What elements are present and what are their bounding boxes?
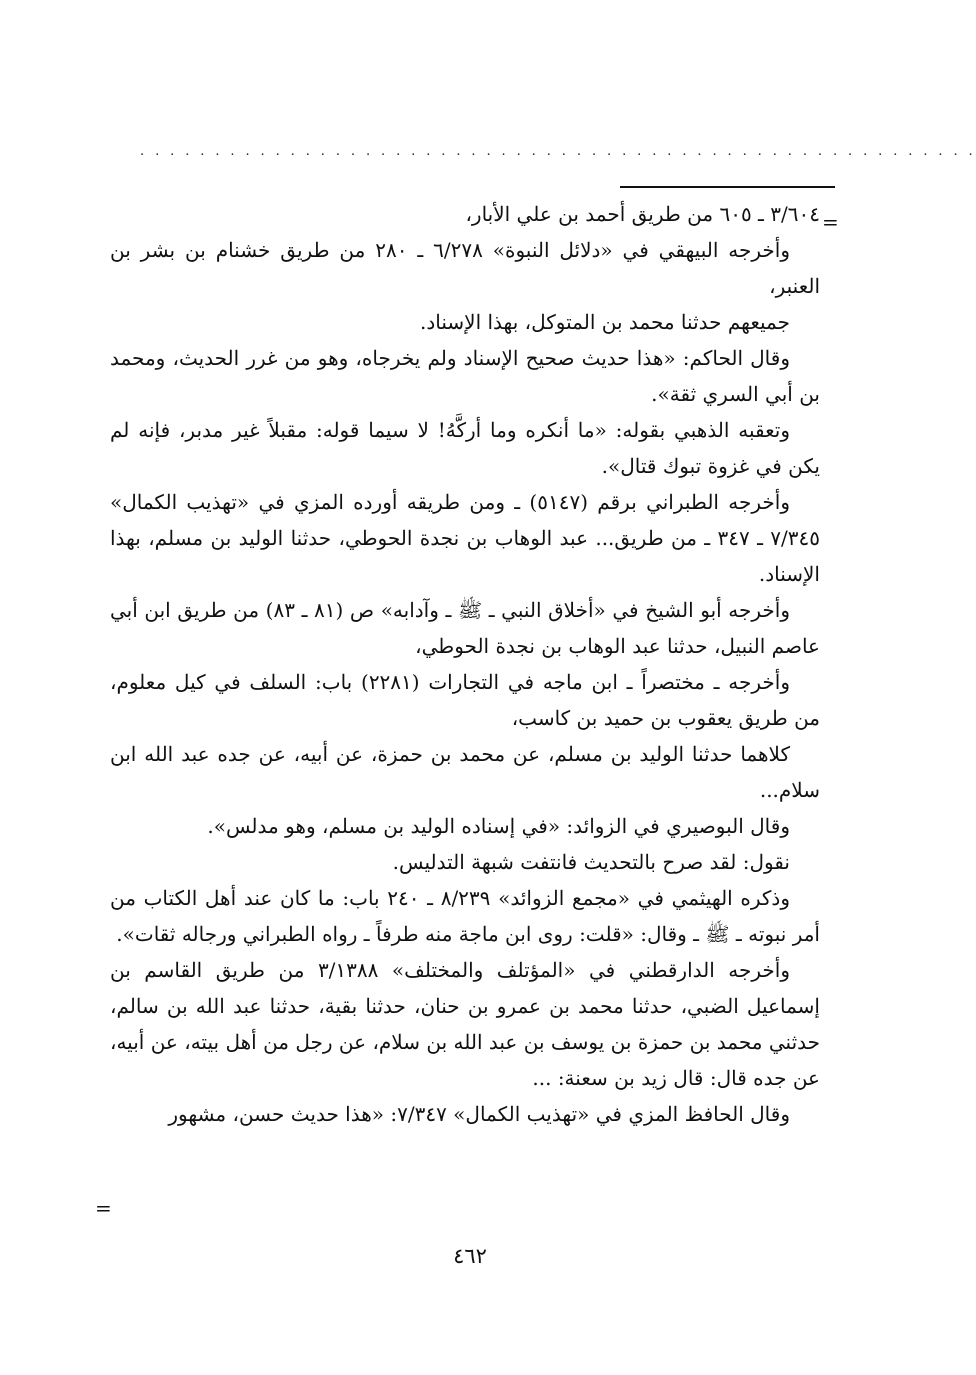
paragraph-6: وأخرجه الطبراني برقم (٥١٤٧) ـ ومن طريقه أورده المزي في «تهذيب الكمال» ٧/٣٤٥ ـ ٣٤٧ ـ من طريق... عبد الوهاب بن نجدة الحوطي، حدثنا الوليد بن مسلم، بهذا الإسناد. <box>110 490 820 586</box>
paragraph-4: وقال الحاكم: «هذا حديث صحيح الإسناد ولم يخرجاه، وهو من غرر الحديث، ومحمد بن أبي السري ثقة». <box>110 346 820 406</box>
paragraph-3: جميعهم حدثنا محمد بن المتوكل، بهذا الإسناد. <box>420 310 790 334</box>
paragraph-14: وقال الحافظ المزي في «تهذيب الكمال» ٧/٣٤٧: «هذا حديث حسن، مشهور <box>168 1102 790 1126</box>
paragraph-2: وأخرجه البيهقي في «دلائل النبوة» ٦/٢٧٨ ـ ٢٨٠ من طريق خشنام بن بشر بن العنبر، <box>110 238 820 298</box>
paragraph-10: وقال البوصيري في الزوائد: «في إسناده الوليد بن مسلم، وهو مدلس». <box>207 814 790 838</box>
paragraph-12: وذكره الهيثمي في «مجمع الزوائد» ٨/٢٣٩ ـ ٢٤٠ باب: ما كان عند أهل الكتاب من أمر نبوته ـ ﷺ ـ وقال: «قلت: روى ابن ماجة منه طرفاً ـ رواه الطبراني ورجاله ثقات». <box>110 886 820 946</box>
page-number: ٤٦٢ <box>453 1244 487 1268</box>
continuation-mark-left: = <box>95 1196 112 1220</box>
paragraph-13: وأخرجه الدارقطني في «المؤتلف والمختلف» ٣/١٣٨٨ من طريق القاسم بن إسماعيل الضبي، حدثنا محمد بن عمرو بن حنان، حدثنا بقية، حدثنا عبد الله بن سالم، حدثني محمد بن حمزة بن يوسف بن عبد الله بن سلام، عن رجل من أهل بيته، عن أبيه، عن جده قال: قال زيد بن سعنة: ... <box>110 958 820 1090</box>
paragraph-9: كلاهما حدثنا الوليد بن مسلم، عن محمد بن حمزة، عن أبيه، عن جده عبد الله ابن سلام... <box>110 742 820 802</box>
paragraph-1: ٣/٦٠٤ ـ ٦٠٥ من طريق أحمد بن علي الأبار، <box>465 202 820 226</box>
header-dotted-line: . . . . . . . . . . . . . . . . . . . . . . . . . . . . . . . . . . . . . . . . . . . . . . . . . . . . . . . . <box>140 144 976 159</box>
footnote-separator <box>620 186 835 188</box>
paragraph-7: وأخرجه أبو الشيخ في «أخلاق النبي ـ ﷺ ـ وآدابه» ص (٨١ ـ ٨٣) من طريق ابن أبي عاصم النبيل، حدثنا عبد الوهاب بن نجدة الحوطي، <box>110 598 820 658</box>
footnote-text-block <box>110 196 820 1132</box>
paragraph-5: وتعقبه الذهبي بقوله: «ما أنكره وما أركَّهُ! لا سيما قوله: مقبلاً غير مدبر، فإنه لم يكن في غزوة تبوك قتال». <box>110 418 820 478</box>
continuation-mark-right: = <box>822 210 839 234</box>
paragraph-8: وأخرجه ـ مختصراً ـ ابن ماجه في التجارات (٢٢٨١) باب: السلف في كيل معلوم، من طريق يعقوب بن حميد بن كاسب، <box>110 670 820 730</box>
paragraph-11: نقول: لقد صرح بالتحديث فانتفت شبهة التدليس. <box>392 850 790 874</box>
